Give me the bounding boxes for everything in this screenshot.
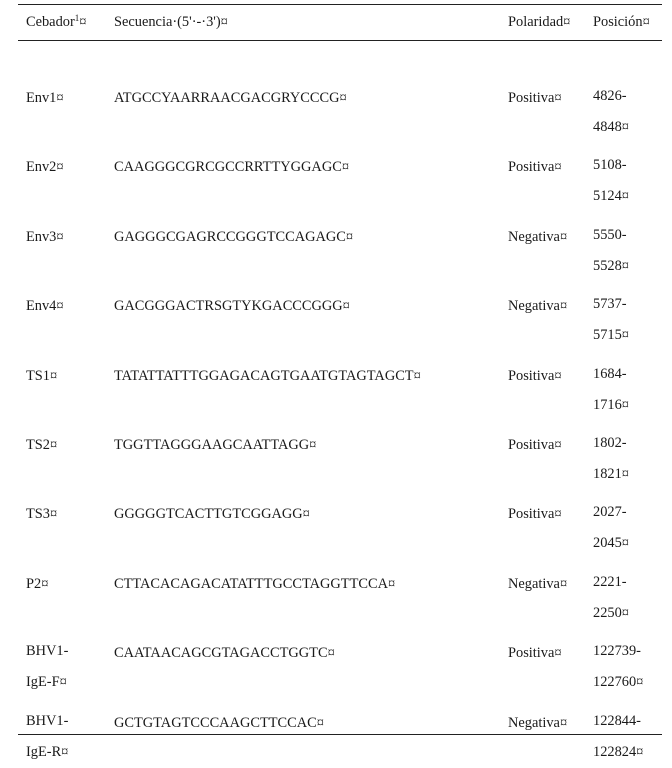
primer-polarity: Negativa¤ bbox=[508, 714, 568, 731]
primer-name: TS1¤ bbox=[26, 367, 58, 384]
table-row bbox=[18, 40, 662, 135]
table-row bbox=[18, 179, 662, 274]
header-polarity: Polaridad¤ bbox=[508, 14, 571, 30]
primer-sequence: TATATTATTTGGAGACAGTGAATGTAGTAGCT¤ bbox=[114, 367, 421, 384]
primer-sequence: ATGCCYAARRAACGACGRYCCCG¤ bbox=[114, 90, 347, 106]
primer-position: 5737- 5715¤ bbox=[593, 296, 629, 344]
primer-position: 122739- 122760¤ bbox=[593, 643, 644, 691]
primer-polarity: Positiva¤ bbox=[508, 367, 562, 384]
primer-name: P2¤ bbox=[26, 575, 49, 592]
primer-polarity: Positiva¤ bbox=[508, 437, 562, 453]
primer-sequence: GGGGGTCACTTGTCGGAGG¤ bbox=[114, 506, 310, 523]
primer-position: 5550- 5528¤ bbox=[593, 226, 629, 274]
primer-sequence: TGGTTAGGGAAGCAATTAGG¤ bbox=[114, 437, 317, 453]
primer-name: Env2¤ bbox=[26, 159, 64, 176]
table-row bbox=[18, 595, 662, 691]
primer-name: Env4¤ bbox=[26, 298, 64, 315]
primer-polarity: Positiva¤ bbox=[508, 90, 562, 106]
primer-polarity: Negativa¤ bbox=[508, 228, 568, 245]
table-row bbox=[18, 665, 662, 760]
table-row bbox=[18, 387, 662, 482]
primer-sequence: GACGGGACTRSGTYKGACCCGGG¤ bbox=[114, 298, 350, 315]
table-row bbox=[18, 456, 662, 552]
primer-position: 2027- 2045¤ bbox=[593, 504, 629, 552]
header-primer: Cebador$^1$¤ bbox=[26, 13, 87, 30]
primer-position: 5108- 5124¤ bbox=[593, 157, 629, 205]
primer-name: BHV1- IgE-R¤ bbox=[26, 712, 69, 760]
primer-sequence: CTTACACAGACATATTTGCCTAGGTTCCA¤ bbox=[114, 575, 396, 592]
primer-name: TS2¤ bbox=[26, 437, 58, 453]
primer-position: 122844- 122824¤ bbox=[593, 712, 644, 760]
table-row bbox=[18, 248, 662, 344]
primer-sequence: CAATAACAGCGTAGACCTGGTC¤ bbox=[114, 645, 335, 662]
primer-polarity: Negativa¤ bbox=[508, 298, 568, 315]
primer-position: 2221- 2250¤ bbox=[593, 573, 629, 621]
primer-position: 1684- 1716¤ bbox=[593, 365, 629, 413]
primer-position: 1802- 1821¤ bbox=[593, 435, 629, 482]
table-row bbox=[18, 526, 662, 621]
primer-name: Env1¤ bbox=[26, 90, 64, 106]
primer-sequence: GCTGTAGTCCCAAGCTTCCAC¤ bbox=[114, 714, 324, 731]
primer-name: Env3¤ bbox=[26, 228, 64, 245]
primer-position: 4826- 4848¤ bbox=[593, 88, 629, 135]
table-row bbox=[18, 109, 662, 205]
primer-name: TS3¤ bbox=[26, 506, 58, 523]
primer-polarity: Negativa¤ bbox=[508, 575, 568, 592]
primer-sequence: CAAGGGCGRCGCCRRTTYGGAGC¤ bbox=[114, 159, 350, 176]
header-sequence: Secuencia·(5'·-·3')¤ bbox=[114, 14, 228, 30]
primer-polarity: Positiva¤ bbox=[508, 645, 562, 662]
table-bottom-rule bbox=[18, 734, 662, 735]
primer-polarity: Positiva¤ bbox=[508, 506, 562, 523]
primer-polarity: Positiva¤ bbox=[508, 159, 562, 176]
header-position: Posición¤ bbox=[593, 14, 650, 30]
primer-sequence: GAGGGCGAGRCCGGGTCCAGAGC¤ bbox=[114, 228, 354, 245]
primer-name: BHV1- IgE-F¤ bbox=[26, 643, 69, 691]
table-row bbox=[18, 318, 662, 413]
table-top-rule bbox=[18, 4, 662, 5]
